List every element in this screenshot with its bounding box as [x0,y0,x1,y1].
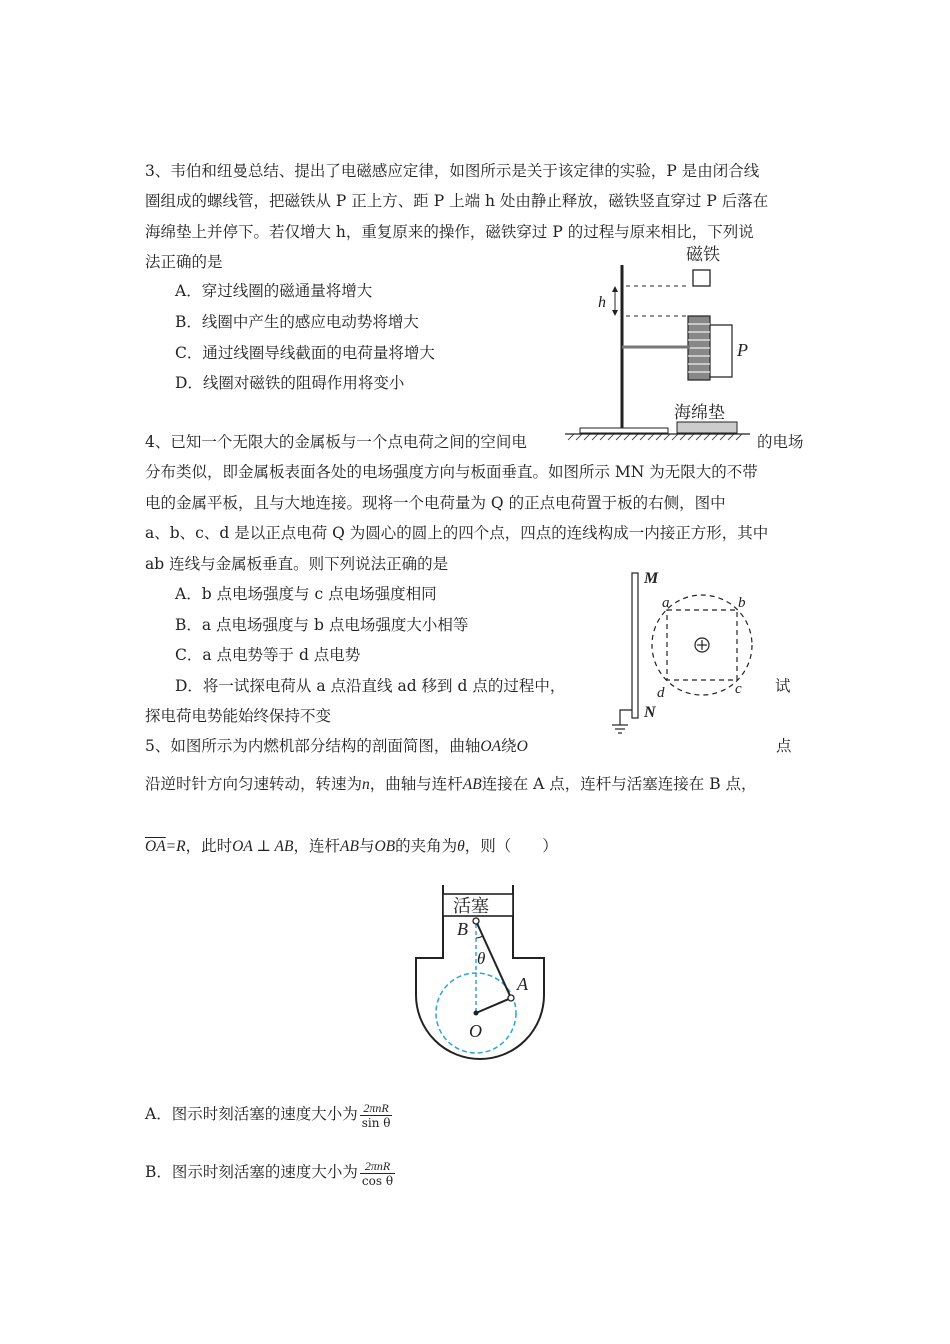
q4-stem-line-1a: 4、已知一个无限大的金属板与一个点电荷之间的空间电 [145,433,527,451]
q4-stem-line-5: ab 连线与金属板垂直。则下列说法正确的是 [145,555,449,573]
q3-magnet-label: 磁铁 [686,245,720,264]
q5-option-b[interactable] [145,1152,395,1192]
q5-option-a-fraction [360,1101,393,1130]
q5-o: O [516,738,528,755]
q5-text-2c: ，曲轴与连杆 [369,775,463,793]
q5-option-b-numerator: 2πnR [360,1159,395,1174]
q5-option-b-fraction [360,1159,395,1188]
q5-stem-line-1-tail: 点 [776,737,792,755]
q4-option-d-continued: 探电荷电势能始终保持不变 [145,707,332,725]
q3-option-b[interactable]: B．线圈中产生的感应电动势将增大 [175,313,419,331]
q3-h-label: h [598,294,606,311]
q5-oa-length: $\overline{OA}$ [145,838,166,855]
q3-stem-line-2: 圈组成的螺线管，把磁铁从 P 正上方、距 P 上端 h 处由静止释放，磁铁竖直穿过 P 后落在 [145,192,769,210]
q5-text-3e: ，连杆 [293,837,341,855]
q5-text-2e: 连接在 A 点，连杆与活塞连接在 B 点， [481,775,757,793]
q5-option-a-numerator: 2πnR [360,1101,393,1116]
q5-point-a: A [517,974,528,994]
q5-text-3c: ，此时 [185,837,233,855]
q5-text-3k: ，则（ ） [464,837,558,855]
q4-stem-line-3: 电的金属平板，且与大地连接。现将一个电荷量为 Q 的正点电荷置于板的右侧，图中 [145,494,726,512]
q5-theta: θ [457,838,465,855]
q4-option-d[interactable]: D．将一试探电荷从 a 点沿直线 ad 移到 d 点的过程中， [175,677,566,695]
q5-text-3g: 与 [358,837,375,855]
q3-sponge-label: 海绵垫 [674,403,725,422]
q3-option-d[interactable]: D．线圈对磁铁的阻碍作用将变小 [175,374,405,392]
q5-point-o: O [469,1021,482,1041]
q3-option-c[interactable]: C．通过线圈导线截面的电荷量将增大 [175,344,435,362]
q5-point-b: B [457,919,468,939]
q5-eq-r: =R [165,838,186,855]
q3-stem-line-4: 法正确的是 [145,253,223,271]
q4-metal-plate-figure [600,565,770,735]
q5-angle-theta: θ [477,949,486,968]
q5-stem-line-1 [145,735,528,758]
q4-point-c: c [735,681,742,697]
q5-perp: OA ⊥ AB [232,838,294,855]
q5-text-3i: 的夹角为 [395,837,458,855]
q4-label-n: N [644,704,656,721]
q3-p-label: P [737,340,748,360]
q3-stem-line-1: 3、韦伯和纽曼总结、提出了电磁感应定律，如图所示是关于该定律的实验，P 是由闭合线 [145,162,760,180]
q5-option-a-text: A．图示时刻活塞的速度大小为 [145,1105,358,1123]
q4-option-b[interactable]: B．a 点电场强度与 b 点电场强度大小相等 [175,616,469,634]
q5-ab-1: AB [462,776,482,793]
q5-piston-label: 活塞 [453,896,489,916]
q5-stem-line-3 [145,835,558,858]
q5-ob: OB [374,838,396,855]
q4-point-a: a [662,595,670,611]
q5-text-1c: 绕 [501,737,517,755]
q4-point-b: b [738,595,746,611]
q3-stem-line-3: 海绵垫上并停下。若仅增大 h，重复原来的操作，磁铁穿过 P 的过程与原来相比，下列说 [145,223,754,241]
q5-engine-figure [410,880,550,1070]
q5-oa-1: OA [480,738,502,755]
q3-option-a[interactable]: A．穿过线圈的磁通量将增大 [175,282,373,300]
q4-option-a[interactable]: A．b 点电场强度与 c 点电场强度相同 [175,585,437,603]
q5-n: n [362,776,370,793]
q5-option-b-denominator: cos θ [361,1173,394,1188]
q4-option-d-tail: 试 [775,677,791,695]
q4-point-d: d [657,685,665,701]
q5-ab-2: AB [340,838,359,855]
q4-stem-line-4: a、b、c、d 是以正点电荷 Q 为圆心的圆上的四个点，四点的连线构成一内接正方形，其中 [145,524,769,542]
q5-option-a[interactable] [145,1094,392,1134]
q5-text-1a: 5、如图所示为内燃机部分结构的剖面简图，曲轴 [145,737,481,755]
q4-label-m: M [644,570,659,587]
q5-option-a-denominator: sin θ [361,1115,391,1130]
q5-option-b-text: B．图示时刻活塞的速度大小为 [145,1163,358,1181]
q4-stem-line-1b: 的电场 [757,433,804,451]
q5-text-2a: 沿逆时针方向匀速转动，转速为 [145,775,363,793]
q3-solenoid-figure [560,245,770,445]
q4-option-c[interactable]: C．a 点电势等于 d 点电势 [175,646,361,664]
q5-stem-line-2 [145,773,757,796]
q4-stem-line-2: 分布类似，即金属板表面各处的电场强度方向与板面垂直。如图所示 MN 为无限大的不带 [145,463,758,481]
